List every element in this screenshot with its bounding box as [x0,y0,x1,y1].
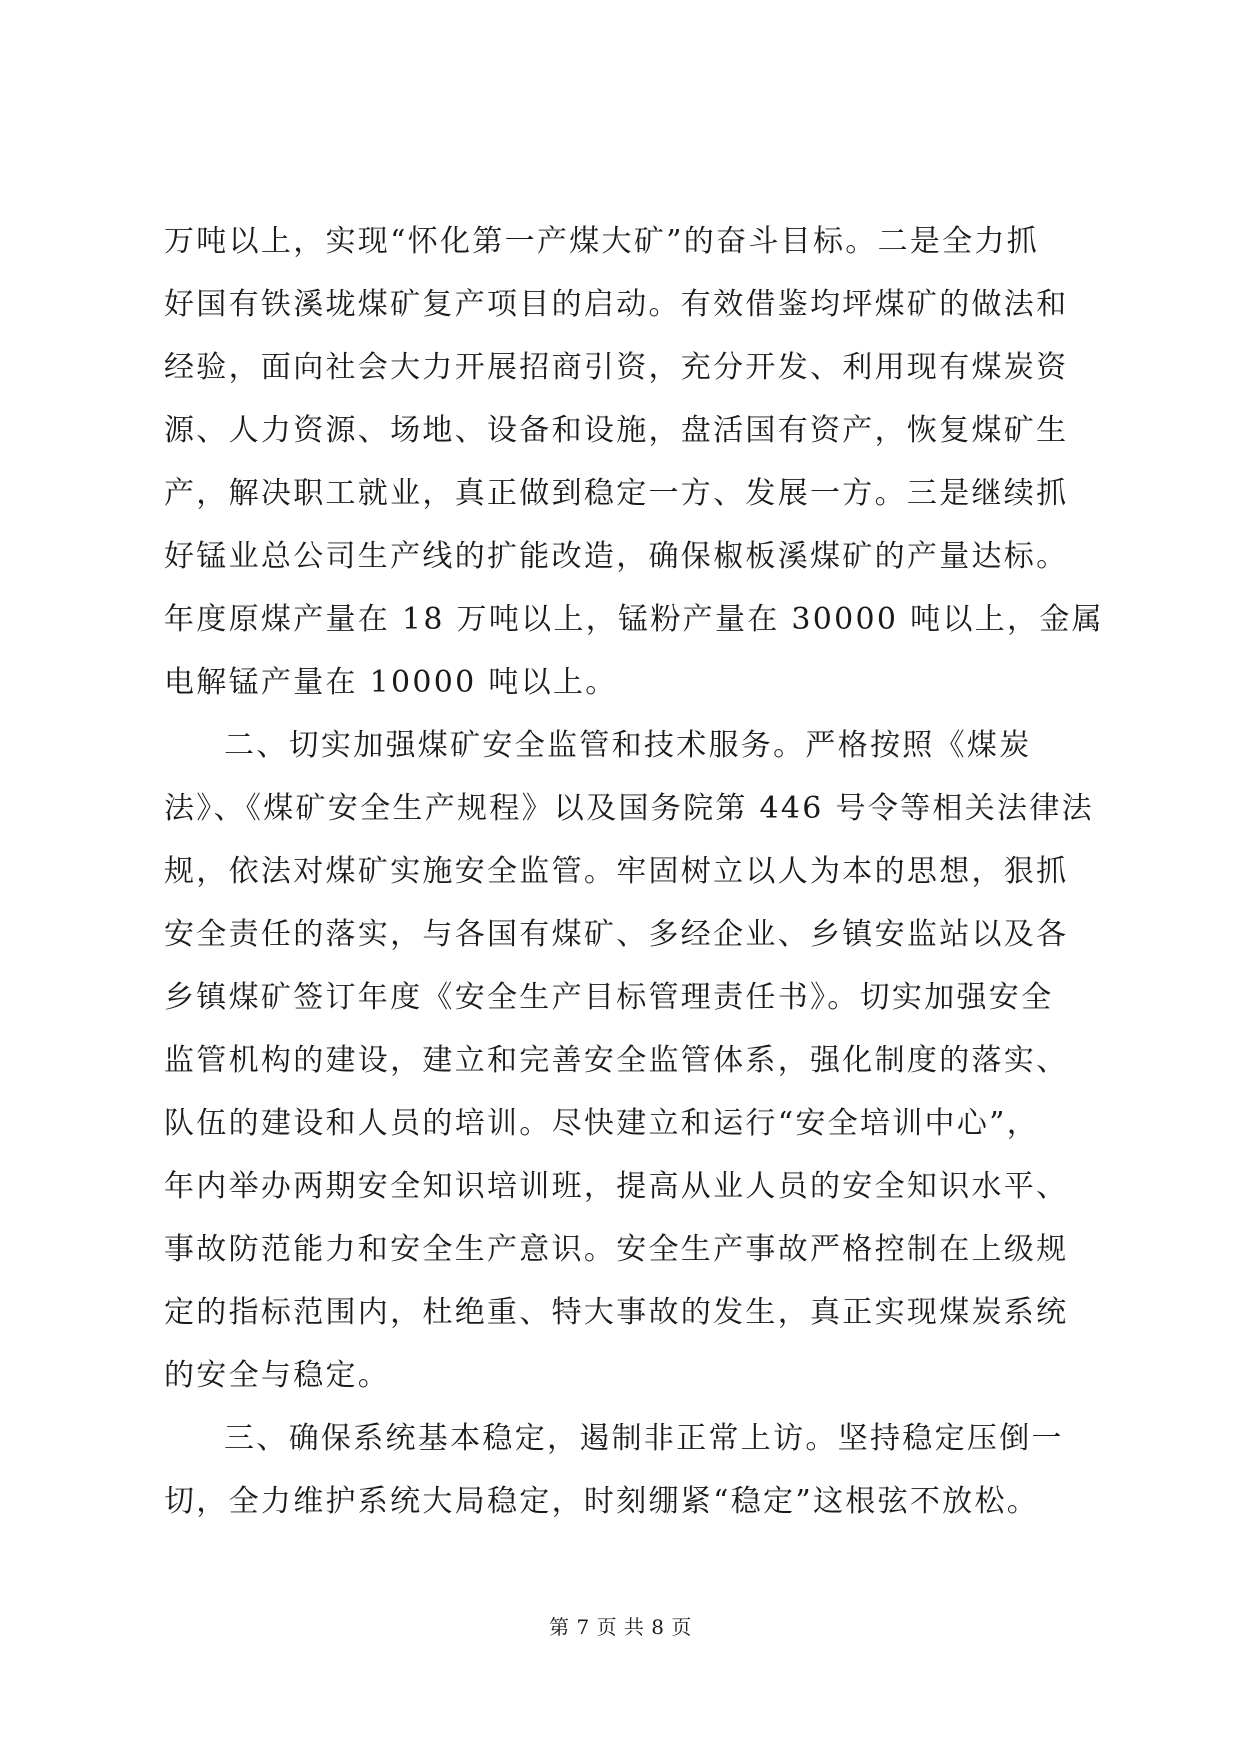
body-line: 源、人力资源、场地、设备和设施，盘活国有资产，恢复煤矿生 [164,413,1069,448]
body-line: 经验，面向社会大力开展招商引资，充分开发、利用现有煤炭资 [164,350,1069,385]
body-line: 好国有铁溪垅煤矿复产项目的启动。有效借鉴均坪煤矿的做法和 [164,287,1069,322]
body-line: 年内举办两期安全知识培训班，提高从业人员的安全知识水平、 [164,1169,1069,1204]
body-line: 切，全力维护系统大局稳定，时刻绷紧“稳定”这根弦不放松。 [164,1484,1040,1519]
body-line: 的安全与稳定。 [164,1358,391,1393]
body-line: 监管机构的建设，建立和完善安全监管体系，强化制度的落实、 [164,1043,1069,1078]
body-line: 队伍的建设和人员的培训。尽快建立和运行“安全培训中心”， [164,1106,1040,1141]
body-line: 万吨以上，实现“怀化第一产煤大矿”的奋斗目标。二是全力抓 [164,224,1040,259]
body-line: 定的指标范围内，杜绝重、特大事故的发生，真正实现煤炭系统 [164,1295,1069,1330]
body-line: 法》、《煤矿安全生产规程》以及国务院第 446 号令等相关法律法 [164,791,1094,826]
body-line: 好锰业总公司生产线的扩能改造，确保椒板溪煤矿的产量达标。 [164,539,1069,574]
body-line: 电解锰产量在 10000 吨以上。 [164,665,618,700]
paragraph-2-first-line: 二、切实加强煤矿安全监管和技术服务。严格按照《煤炭 [224,728,1032,763]
body-line: 事故防范能力和安全生产意识。安全生产事故严格控制在上级规 [164,1232,1069,1267]
body-line: 产，解决职工就业，真正做到稳定一方、发展一方。三是继续抓 [164,476,1069,511]
paragraph-3-first-line: 三、确保系统基本稳定，遏制非正常上访。坚持稳定压倒一 [224,1421,1064,1456]
page-footer: 第 7 页 共 8 页 [549,1615,692,1639]
body-line: 乡镇煤矿签订年度《安全生产目标管理责任书》。切实加强安全 [164,980,1054,1015]
body-line: 规，依法对煤矿实施安全监管。牢固树立以人为本的思想，狠抓 [164,854,1069,889]
body-line: 安全责任的落实，与各国有煤矿、多经企业、乡镇安监站以及各 [164,917,1069,952]
body-line: 年度原煤产量在 18 万吨以上，锰粉产量在 30000 吨以上，金属 [164,602,1104,637]
